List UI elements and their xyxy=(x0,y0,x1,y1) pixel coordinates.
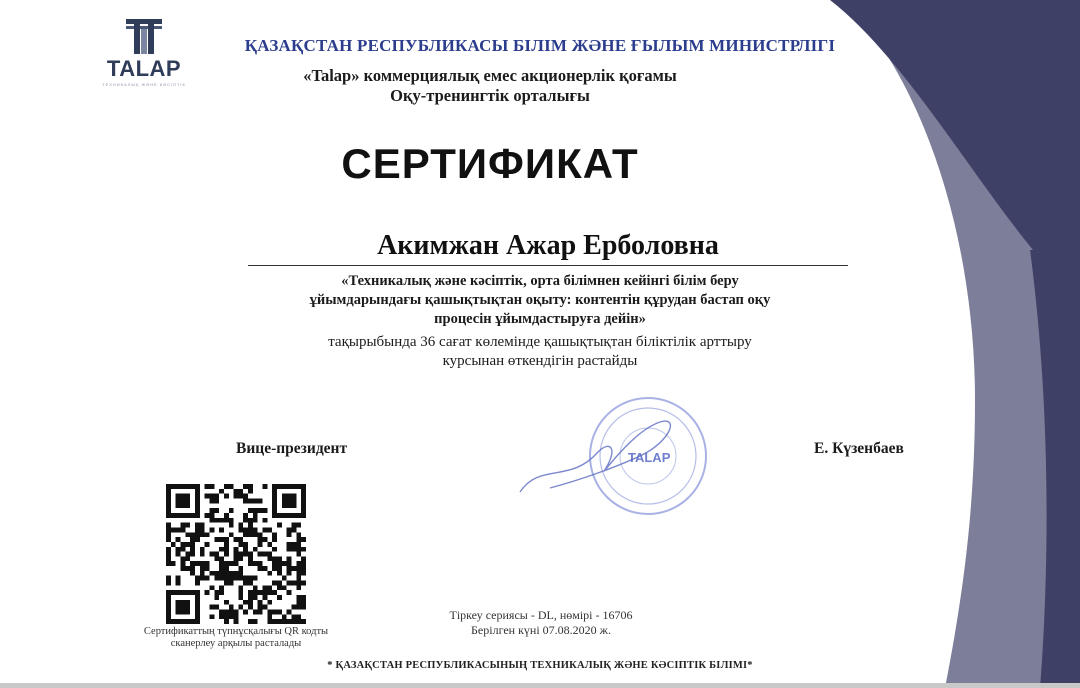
footer-text: * ҚАЗАҚСТАН РЕСПУБЛИКАСЫНЫҢ ТЕХНИКАЛЫҚ ЖӘНЕ КӘСІПТІК БІЛІМІ* xyxy=(327,660,753,671)
bottom-edge xyxy=(0,683,1080,688)
course-line-3: процесін ұйымдастыруға дейін» xyxy=(434,311,646,327)
confirmation-text xyxy=(240,333,840,371)
org-line-2: Оқу-тренингтік орталығы xyxy=(390,86,590,105)
talap-logo xyxy=(96,16,192,87)
logo-wordmark: TALAP xyxy=(106,56,182,81)
confirm-line-2: курсынан өткендігін растайды xyxy=(442,353,638,369)
issue-date: Берілген күні 07.08.2020 ж. xyxy=(471,623,611,637)
ministry-title: ҚАЗАҚСТАН РЕСПУБЛИКАСЫ БІЛІМ ЖӘНЕ ҒЫЛЫМ МИНИСТРЛІГІ xyxy=(244,36,836,55)
signatory-name: Е. Күзенбаев xyxy=(814,440,904,457)
logo-tagline: ТЕХНИКАЛЫҚ ЖӘНЕ КӘСІПТІК xyxy=(102,82,186,87)
signatory-position: Вице-президент xyxy=(236,440,348,457)
registration-series: Тіркеу сериясы - DL, нөмірі - 16706 xyxy=(449,608,633,622)
org-line-1: «Talap» коммерциялық емес акционерлік қоғамы xyxy=(303,66,677,85)
certificate-title: СЕРТИФИКАТ xyxy=(341,140,639,187)
confirm-line-1: тақырыбында 36 сағат көлемінде қашықтықтан біліктілік арттыру xyxy=(328,334,752,350)
official-stamp-icon xyxy=(510,392,730,522)
recipient-name: Акимжан Ажар Ерболовна xyxy=(248,230,848,266)
course-line-2: ұйымдарындағы қашықтықтан оқыту: контентін құрудан бастап оқу xyxy=(309,292,771,308)
qr-caption-line-1: Сертификаттың түпнұсқалығы QR кодты xyxy=(143,626,329,637)
course-line-1: «Техникалық және кәсіптік, орта білімнен кейінгі білім беру xyxy=(341,273,739,289)
stamp-label: TALAP xyxy=(628,450,671,465)
registration-info xyxy=(436,608,646,638)
talap-t-logo-icon xyxy=(124,16,164,56)
organization-name xyxy=(240,66,740,106)
qr-caption-line-2: сканерлеу арқылы расталады xyxy=(170,638,302,649)
qr-code xyxy=(166,484,306,624)
qr-caption xyxy=(118,626,354,650)
course-title xyxy=(240,272,840,329)
